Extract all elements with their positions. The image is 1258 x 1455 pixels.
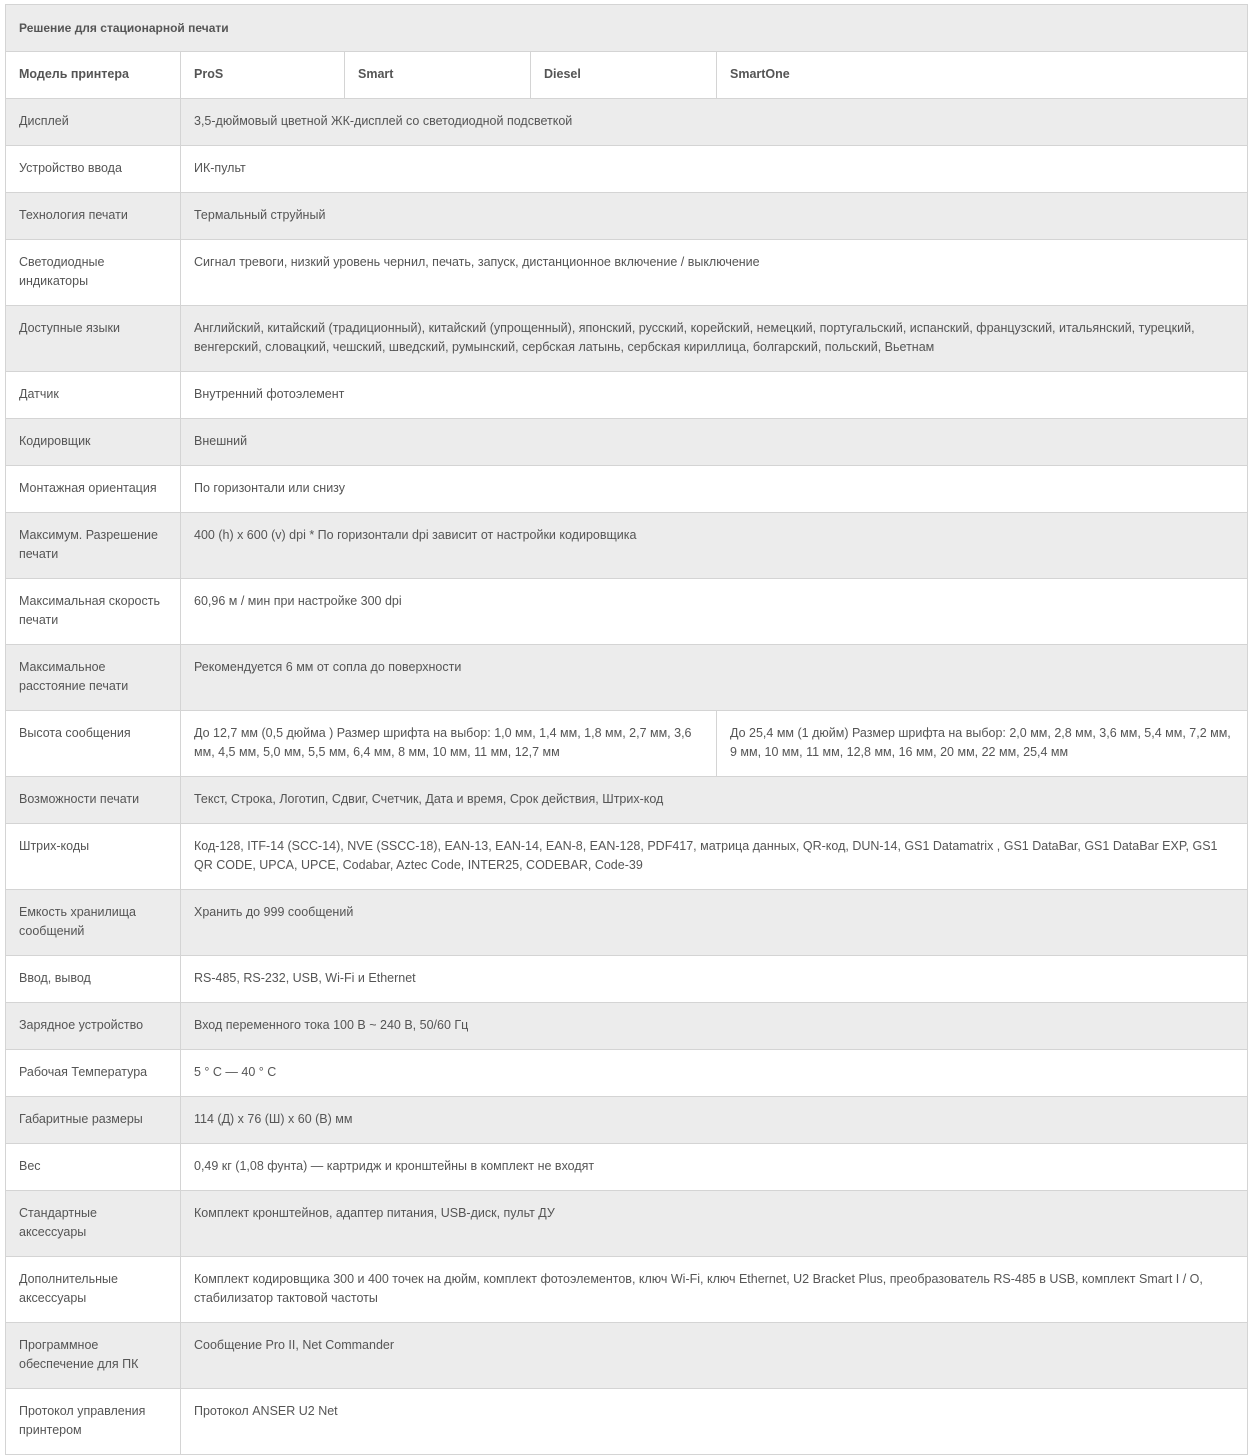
row-value: 114 (Д) x 76 (Ш) x 60 (В) мм: [181, 1097, 1248, 1144]
row-value: Код-128, ITF-14 (SCC-14), NVE (SSCC-18), EAN-13, EAN-14, EAN-8, EAN-128, PDF417, матрица данных, QR-код, DUN-14, GS1 Datamatrix , GS1 DataBar, GS1 DataBar EXP, GS1 QR CODE, UPCA, UPCE, Codabar, Aztec Code, INTER25, CODEBAR, Code-39: [181, 824, 1248, 890]
row-value: 60,96 м / мин при настройке 300 dpi: [181, 579, 1248, 645]
row-label: Программное обеспечение для ПК: [6, 1323, 181, 1389]
table-row: [6, 1323, 1248, 1389]
table-row: [6, 1097, 1248, 1144]
row-value: Комплект кронштейнов, адаптер питания, USB-диск, пульт ДУ: [181, 1191, 1248, 1257]
row-value: Внешний: [181, 419, 1248, 466]
row-value: Рекомендуется 6 мм от сопла до поверхности: [181, 645, 1248, 711]
model-header-label: Модель принтера: [6, 52, 181, 99]
row-value: Протокол ANSER U2 Net: [181, 1389, 1248, 1455]
row-label: Максимальное расстояние печати: [6, 645, 181, 711]
row-label: Кодировщик: [6, 419, 181, 466]
row-label: Вес: [6, 1144, 181, 1191]
row-label: Монтажная ориентация: [6, 466, 181, 513]
table-row: [6, 146, 1248, 193]
row-label: Штрих-коды: [6, 824, 181, 890]
row-label: Датчик: [6, 372, 181, 419]
row-label: Возможности печати: [6, 777, 181, 824]
table-row: [6, 193, 1248, 240]
row-value: По горизонтали или снизу: [181, 466, 1248, 513]
row-value: Вход переменного тока 100 В ~ 240 В, 50/60 Гц: [181, 1003, 1248, 1050]
row-value: Сигнал тревоги, низкий уровень чернил, печать, запуск, дистанционное включение / выключение: [181, 240, 1248, 306]
row-label: Рабочая Температура: [6, 1050, 181, 1097]
table-row: [6, 956, 1248, 1003]
row-label: Максимальная скорость печати: [6, 579, 181, 645]
row-value: Текст, Строка, Логотип, Сдвиг, Счетчик, Дата и время, Срок действия, Штрих-код: [181, 777, 1248, 824]
row-label: Дополнительные аксессуары: [6, 1257, 181, 1323]
table-row: [6, 372, 1248, 419]
table-row: [6, 99, 1248, 146]
row-value: Термальный струйный: [181, 193, 1248, 240]
table-title-row: [6, 5, 1248, 52]
table-row: [6, 579, 1248, 645]
model-diesel: Diesel: [531, 52, 717, 99]
model-pros: ProS: [181, 52, 345, 99]
table-row: [6, 306, 1248, 372]
row-value-smartone: До 25,4 мм (1 дюйм) Размер шрифта на выбор: 2,0 мм, 2,8 мм, 3,6 мм, 5,4 мм, 7,2 мм, 9 мм, 10 мм, 11 мм, 12,8 мм, 16 мм, 20 мм, 22 мм, 25,4 мм: [717, 711, 1248, 777]
row-label: Протокол управления принтером: [6, 1389, 181, 1455]
row-value: Комплект кодировщика 300 и 400 точек на дюйм, комплект фотоэлементов, ключ Wi-Fi, ключ Ethernet, U2 Bracket Plus, преобразователь RS-485 в USB, комплект Smart I / O, стабилизатор тактовой частоты: [181, 1257, 1248, 1323]
row-label: Устройство ввода: [6, 146, 181, 193]
row-label: Высота сообщения: [6, 711, 181, 777]
row-label: Ввод, вывод: [6, 956, 181, 1003]
table-row: [6, 777, 1248, 824]
row-value: Сообщение Pro II, Net Commander: [181, 1323, 1248, 1389]
table-row: [6, 645, 1248, 711]
table-row-message-height: [6, 711, 1248, 777]
table-row: [6, 1389, 1248, 1455]
table-row: [6, 824, 1248, 890]
row-value: ИК-пульт: [181, 146, 1248, 193]
model-header-row: [6, 52, 1248, 99]
row-value: 5 ° C — 40 ° C: [181, 1050, 1248, 1097]
row-value: 0,49 кг (1,08 фунта) — картридж и кронштейны в комплект не входят: [181, 1144, 1248, 1191]
table-row: [6, 513, 1248, 579]
row-label: Технология печати: [6, 193, 181, 240]
table-title: Решение для стационарной печати: [6, 5, 1248, 52]
table-row: [6, 466, 1248, 513]
row-label: Емкость хранилища сообщений: [6, 890, 181, 956]
row-value: 3,5-дюймовый цветной ЖК-дисплей со светодиодной подсветкой: [181, 99, 1248, 146]
row-label: Стандартные аксессуары: [6, 1191, 181, 1257]
model-smart: Smart: [345, 52, 531, 99]
row-label: Доступные языки: [6, 306, 181, 372]
row-value: RS-485, RS-232, USB, Wi-Fi и Ethernet: [181, 956, 1248, 1003]
row-value: Хранить до 999 сообщений: [181, 890, 1248, 956]
table-row: [6, 890, 1248, 956]
table-row: [6, 240, 1248, 306]
row-value: 400 (h) x 600 (v) dpi * По горизонтали dpi зависит от настройки кодировщика: [181, 513, 1248, 579]
table-row: [6, 419, 1248, 466]
table-row: [6, 1050, 1248, 1097]
row-label: Зарядное устройство: [6, 1003, 181, 1050]
row-label: Максимум. Разрешение печати: [6, 513, 181, 579]
row-value: Внутренний фотоэлемент: [181, 372, 1248, 419]
row-value-small-models: До 12,7 мм (0,5 дюйма ) Размер шрифта на выбор: 1,0 мм, 1,4 мм, 1,8 мм, 2,7 мм, 3,6 мм, 4,5 мм, 5,0 мм, 5,5 мм, 6,4 мм, 8 мм, 10 мм, 11 мм, 12,7 мм: [181, 711, 717, 777]
spec-table: [5, 4, 1248, 1455]
table-row: [6, 1257, 1248, 1323]
row-label: Светодиодные индикаторы: [6, 240, 181, 306]
table-row: [6, 1191, 1248, 1257]
table-row: [6, 1003, 1248, 1050]
table-row: [6, 1144, 1248, 1191]
row-label: Дисплей: [6, 99, 181, 146]
row-label: Габаритные размеры: [6, 1097, 181, 1144]
model-smartone: SmartOne: [717, 52, 1248, 99]
row-value: Английский, китайский (традиционный), китайский (упрощенный), японский, русский, корейский, немецкий, португальский, испанский, французский, итальянский, турецкий, венгерский, словацкий, чешский, шведский, румынский, сербская латынь, сербская кириллица, болгарский, польский, Вьетнам: [181, 306, 1248, 372]
